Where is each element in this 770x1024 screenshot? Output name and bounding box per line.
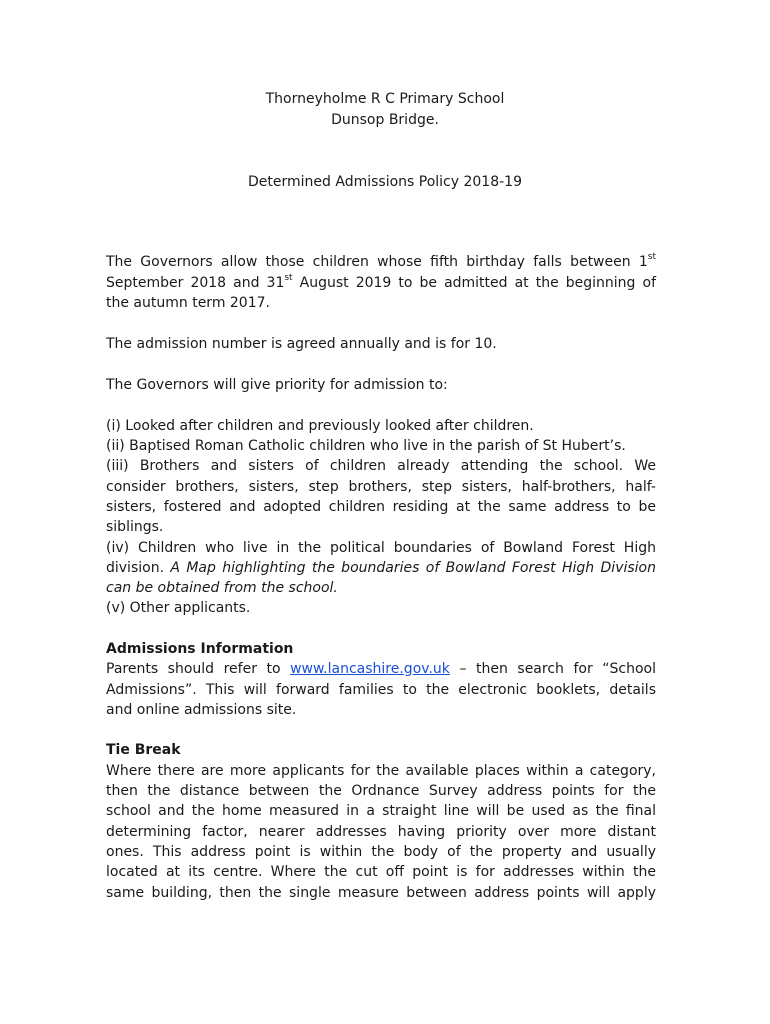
- priority-iii-line-3: sisters, fostered and adopted children residing at the same address to be: [106, 499, 656, 515]
- intro-line-1-sup: st: [647, 252, 656, 262]
- admissions-info-line-3: and online admissions site.: [106, 702, 297, 718]
- priority-iii-line-1: (iii) Brothers and sisters of children already attending the school. We: [106, 458, 656, 474]
- admission-number: The admission number is agreed annually and is for 10.: [106, 336, 497, 352]
- priority-iv-map-note: A Map highlighting the boundaries of Bowland Forest High Division: [170, 560, 656, 576]
- tie-break-line: ones. This address point is within the body of the property and usually: [106, 844, 656, 860]
- priority-iv-line-1: (iv) Children who live in the political boundaries of Bowland Forest High: [106, 540, 656, 556]
- priority-iii-line-2: consider brothers, sisters, step brothers, step sisters, half-brothers, half-: [106, 479, 656, 495]
- intro-line-3: the autumn term 2017.: [106, 295, 270, 311]
- tie-break-line: same building, then the single measure between address points will apply: [106, 885, 656, 901]
- school-location: Dunsop Bridge.: [331, 112, 439, 128]
- admissions-info-heading: Admissions Information: [106, 641, 294, 657]
- intro-line-2: [106, 273, 656, 293]
- priority-v: (v) Other applicants.: [106, 600, 251, 616]
- intro-line-2-sup: st: [284, 273, 293, 283]
- tie-break-heading: Tie Break: [106, 742, 181, 758]
- tie-break-line: then the distance between the Ordnance Survey address points for the: [106, 783, 656, 799]
- policy-title: Determined Admissions Policy 2018-19: [248, 174, 522, 190]
- priority-ii: (ii) Baptised Roman Catholic children who live in the parish of St Hubert’s.: [106, 438, 626, 454]
- priority-iv-text: division.: [106, 560, 171, 576]
- tie-break-line: school and the home measured in a straight line will be used as the final: [106, 803, 656, 819]
- priority-iv-line-3: can be obtained from the school.: [106, 580, 338, 596]
- intro-line-2-text-b: August 2019 to be admitted at the beginning of: [292, 275, 656, 291]
- school-name: Thorneyholme R C Primary School: [265, 91, 505, 107]
- intro-line-2-text-a: September 2018 and 31: [106, 275, 285, 291]
- tie-break-line: Where there are more applicants for the available places within a category,: [106, 763, 656, 779]
- admissions-info-text-b: – then search for “School: [449, 661, 656, 677]
- intro-line-1: [106, 252, 656, 272]
- admissions-info-line-1: [106, 659, 656, 679]
- tie-break-line: determining factor, nearer addresses having priority over more distant: [106, 824, 656, 840]
- intro-line-1-text: The Governors allow those children whose fifth birthday falls between 1: [106, 254, 648, 270]
- priority-iii-line-4: siblings.: [106, 519, 164, 535]
- admissions-info-text-a: Parents should refer to: [106, 661, 291, 677]
- priority-iv-line-2: [106, 558, 656, 578]
- priority-i: (i) Looked after children and previously looked after children.: [106, 418, 534, 434]
- lancashire-link[interactable]: www.lancashire.gov.uk: [290, 661, 450, 677]
- admissions-info-line-2: Admissions”. This will forward families to the electronic booklets, details: [106, 682, 656, 698]
- tie-break-line: located at its centre. Where the cut off point is for addresses within the: [106, 864, 656, 880]
- priority-intro: The Governors will give priority for admission to:: [106, 377, 448, 393]
